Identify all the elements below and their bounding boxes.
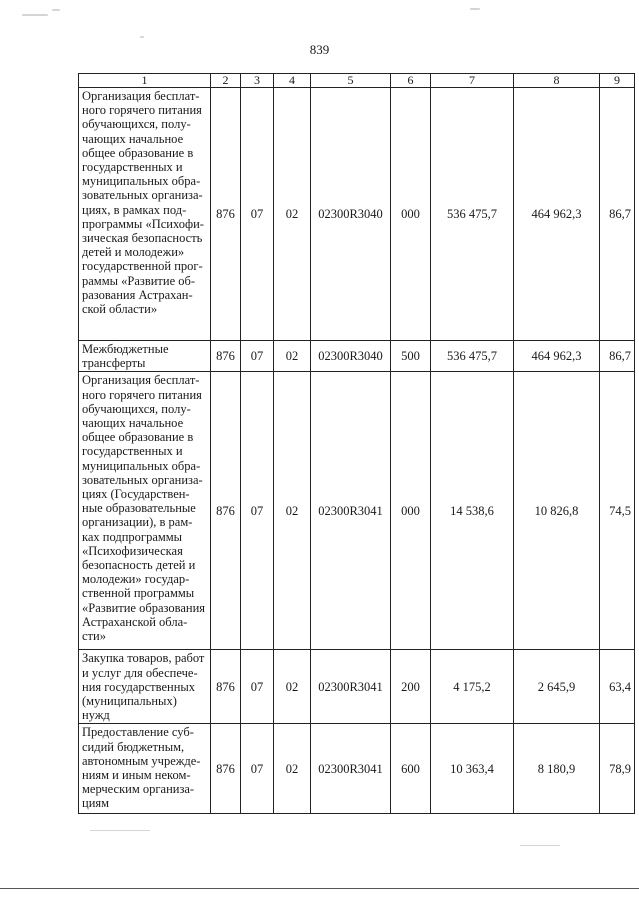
cell-expense-type: 500 xyxy=(391,341,431,372)
cell-subsection: 02 xyxy=(274,88,311,341)
cell-amount-plan: 10 363,4 xyxy=(431,724,514,814)
cell-ministry: 876 xyxy=(211,724,241,814)
header-cell: 1 xyxy=(79,74,211,88)
cell-target-code: 02300R3040 xyxy=(311,88,391,341)
header-cell: 9 xyxy=(600,74,635,88)
cell-subsection: 02 xyxy=(274,724,311,814)
cell-amount-plan: 14 538,6 xyxy=(431,372,514,650)
scan-artifact xyxy=(90,830,150,831)
table-row xyxy=(79,724,635,814)
table-row xyxy=(79,341,635,372)
cell-target-code: 02300R3041 xyxy=(311,650,391,724)
scan-artifact xyxy=(470,8,480,10)
cell-amount-actual: 464 962,3 xyxy=(514,341,600,372)
header-row xyxy=(79,74,635,88)
cell-percent: 86,7 xyxy=(600,88,635,341)
cell-subsection: 02 xyxy=(274,341,311,372)
header-cell: 5 xyxy=(311,74,391,88)
row-description: Организация бесплат- ного горячего питания обучающихся, полу- чающих начальное общее образование в государственных и муниципальных обра- зовательных организа- циях (Государствен- ные образовательные организации), в рам- ках подпрограммы «Психофизическая безопасность детей и молодежи» государ- ственной программы «Развитие образования Астраханской обла- сти» xyxy=(79,372,211,650)
row-description: Закупка товаров, работ и услуг для обеспече- ния государственных (муниципальных) нужд xyxy=(79,650,211,724)
cell-amount-plan: 536 475,7 xyxy=(431,88,514,341)
cell-section: 07 xyxy=(241,88,274,341)
header-cell: 3 xyxy=(241,74,274,88)
header-cell: 4 xyxy=(274,74,311,88)
cell-target-code: 02300R3040 xyxy=(311,341,391,372)
cell-section: 07 xyxy=(241,341,274,372)
cell-ministry: 876 xyxy=(211,88,241,341)
scan-artifact xyxy=(140,36,144,38)
cell-amount-actual: 2 645,9 xyxy=(514,650,600,724)
cell-target-code: 02300R3041 xyxy=(311,724,391,814)
row-description: Межбюджетные трансферты xyxy=(79,341,211,372)
page-number: 839 xyxy=(309,42,330,57)
cell-expense-type: 200 xyxy=(391,650,431,724)
table-row xyxy=(79,650,635,724)
cell-section: 07 xyxy=(241,650,274,724)
header-cell: 6 xyxy=(391,74,431,88)
header-cell: 7 xyxy=(431,74,514,88)
cell-amount-actual: 464 962,3 xyxy=(514,88,600,341)
cell-amount-plan: 4 175,2 xyxy=(431,650,514,724)
page-bottom-edge xyxy=(0,888,639,889)
cell-amount-actual: 8 180,9 xyxy=(514,724,600,814)
cell-ministry: 876 xyxy=(211,341,241,372)
cell-amount-plan: 536 475,7 xyxy=(431,341,514,372)
scan-artifact xyxy=(520,845,560,846)
cell-percent: 78,9 xyxy=(600,724,635,814)
cell-section: 07 xyxy=(241,372,274,650)
cell-subsection: 02 xyxy=(274,372,311,650)
table-row xyxy=(79,88,635,341)
cell-ministry: 876 xyxy=(211,650,241,724)
cell-expense-type: 600 xyxy=(391,724,431,814)
budget-table xyxy=(78,73,635,814)
cell-section: 07 xyxy=(241,724,274,814)
cell-expense-type: 000 xyxy=(391,372,431,650)
cell-ministry: 876 xyxy=(211,372,241,650)
table-row xyxy=(79,372,635,650)
cell-subsection: 02 xyxy=(274,650,311,724)
row-description: Организация бесплат- ного горячего питания обучающихся, полу- чающих начальное общее образование в государственных и муниципальных обра- зовательных организа- циях, в рамках под- программы «Психофи- зическая безопасность детей и молодежи» государственной прог- раммы «Развитие об- разования Астрахан- ской области» xyxy=(79,88,211,341)
cell-percent: 74,5 xyxy=(600,372,635,650)
scan-artifact xyxy=(52,9,60,11)
cell-expense-type: 000 xyxy=(391,88,431,341)
header-cell: 2 xyxy=(211,74,241,88)
cell-target-code: 02300R3041 xyxy=(311,372,391,650)
cell-amount-actual: 10 826,8 xyxy=(514,372,600,650)
cell-percent: 86,7 xyxy=(600,341,635,372)
row-description: Предоставление суб- сидий бюджетным, автономным учрежде- ниям и иным неком- мерческим организа- циям xyxy=(79,724,211,814)
scan-artifact xyxy=(22,14,48,16)
cell-percent: 63,4 xyxy=(600,650,635,724)
header-cell: 8 xyxy=(514,74,600,88)
